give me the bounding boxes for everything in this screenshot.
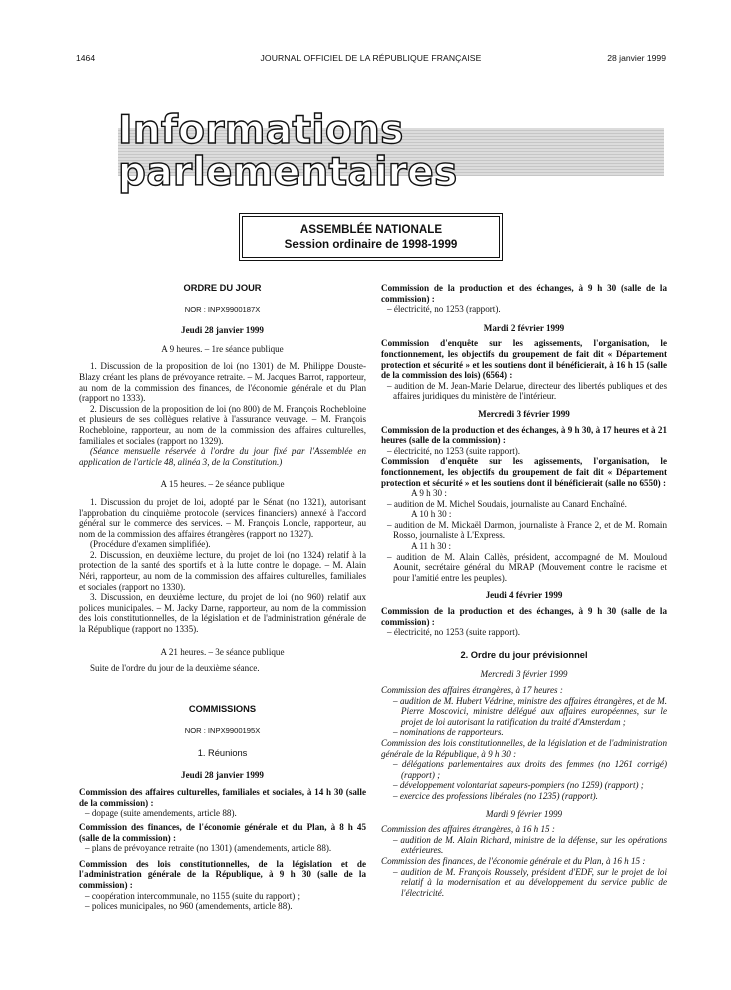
commission-entry: Commission de la production et des échanges, à 9 h 30 (salle de la commission) : [381, 283, 667, 304]
session-time: A 21 heures. – 3e séance publique [160, 646, 285, 657]
commission-item: – audition de M. François Roussely, président d'EDF, sur le projet de loi relatif à la modernisation et au développement du service public de l'électricité. [393, 866, 667, 898]
agenda-item: 1. Discussion du projet de loi, adopté par le Sénat (no 1321), autorisant l'approbation du cinquième protocole (services financiers) annexé à l'accord général sur le commerce des services. – M. François Loncle, rapporteur, au nom de la commission des affaires étrangères (rapport no 1327). [79, 496, 366, 539]
date-heading: Mardi 2 février 1999 [483, 322, 565, 333]
commission-item: – audition de M. Alain Callès, président, accompagné de M. Mouloud Aounit, secrétaire général du MRAP (Mouvement contre le racisme et pour l'amitié entre les peuples). [387, 551, 667, 583]
commission-item: – audition de M. Michel Soudais, journaliste au Canard Enchaîné. [387, 498, 627, 509]
commission-item: – électricité, no 1253 (rapport). [387, 304, 501, 315]
ordre-du-jour-heading: ORDRE DU JOUR [183, 283, 262, 293]
time-slot: A 11 h 30 : [411, 541, 452, 552]
running-head [76, 53, 666, 67]
agenda-note: (Procédure d'examen simplifiée). [90, 539, 211, 550]
commission-item: – développement volontariat sapeurs-pompiers (no 1259) (rapport) ; [393, 780, 644, 791]
commissions-heading: COMMISSIONS [188, 703, 257, 714]
date-heading: Jeudi 28 janvier 1999 [181, 769, 264, 780]
commission-entry: Commission d'enquête sur les agissements, l'organisation, le fonctionnement, les objectifs du groupement de fait dit « Département protection et sécurité » et les soutiens dont il bénéficierait (salle no 6550) : [381, 456, 667, 488]
commission-entry: Commission des lois constitutionnelles, de la législation et de l'administration générale de la République, à 9 h 30 (salle de la commission) : [79, 858, 366, 890]
commission-item: – exercice des professions libérales (no 1235) (rapport). [393, 790, 598, 801]
commission-item: – délégations parlementaires aux droits des femmes (no 1261 corrigé) (rapport) ; [393, 759, 667, 780]
commission-item: – audition de M. Alain Richard, ministre de la défense, sur les opérations extérieures. [393, 834, 667, 856]
commission-item: – nominations de rapporteurs. [393, 727, 504, 738]
session-label: Session ordinaire de 1998-1999 [284, 238, 458, 251]
commission-item: – électricité, no 1253 (suite rapport). [387, 627, 521, 638]
agenda-item: Suite de l'ordre du jour de la deuxième séance. [90, 663, 260, 674]
date-heading: Jeudi 28 janvier 1999 [181, 325, 264, 336]
commission-item: – audition de M. Hubert Védrine, ministre des affaires étrangères, et de M. Pierre Moscovici, ministre délégué aux affaires européennes, sur le projet de loi autorisant la ratification du traité d'Amsterdam ; [393, 695, 667, 727]
left-column [79, 283, 366, 912]
commission-entry: Commission des affaires étrangères, à 17 heures : [381, 685, 563, 695]
commission-item: – audition de M. Jean-Marie Delarue, directeur des libertés publiques et des affaires juridiques du ministère de l'intérieur. [387, 380, 667, 402]
agenda-note: (Séance mensuelle réservée à l'ordre du jour fixé par l'Assemblée en application de l'article 48, alinéa 3, de la Constitution.) [79, 446, 366, 467]
commission-item: – plans de prévoyance retraite (no 1301) (amendements, article 88). [85, 843, 332, 854]
commission-item: – coopération intercommunale, no 1155 (suite du rapport) ; [85, 890, 301, 901]
commission-item: – polices municipales, no 960 (amendements, article 88). [85, 901, 293, 912]
commission-entry: Commission d'enquête sur les agissements, l'organisation, le fonctionnement, les objectifs du groupement de fait dit « Département protection et sécurité » et les soutiens dont il bénéficierait, à 16 h 15 (salle de la commission des lois) (6564) : [381, 338, 667, 381]
date-heading: Mercredi 3 février 1999 [478, 408, 570, 419]
page-number: 1464 [76, 53, 96, 63]
session-time: A 15 heures. – 2e séance publique [160, 479, 285, 490]
journal-title: JOURNAL OFFICIEL DE LA RÉPUBLIQUE FRANÇAISE [260, 53, 482, 63]
commission-item: – électricité, no 1253 (suite rapport). [387, 445, 521, 456]
commission-entry: Commission de la production et des échanges, à 9 h 30, à 17 heures et à 21 heures (salle de la commission) : [381, 424, 667, 446]
time-slot: A 10 h 30 : [411, 509, 452, 520]
commission-item: – audition de M. Mickaël Darmon, journaliste à France 2, et de M. Romain Rosso, journaliste à L'Express. [387, 519, 667, 541]
banner-title: Informations parlementaires [118, 108, 458, 195]
date-heading: Mercredi 3 février 1999 [480, 669, 568, 680]
agenda-item: 3. Discussion, en deuxième lecture, du projet de loi (no 960) relatif aux polices municipales. – M. Jacky Darne, rapporteur, au nom de la commission des lois constitutionnelles, de la législation et de l'administration générale de la République (rapport no 1335). [79, 592, 366, 635]
time-slot: A 9 h 30 : [411, 488, 447, 499]
reunions-heading: 1. Réunions [197, 748, 248, 758]
nor-reference: NOR : INPX9900187X [184, 304, 261, 314]
assembly-box [242, 216, 500, 258]
right-column [381, 283, 667, 898]
commission-entry: Commission de la production et des échanges, à 9 h 30 (salle de la commission) : [381, 606, 667, 627]
section-banner [118, 108, 664, 195]
issue-date: 28 janvier 1999 [607, 53, 666, 63]
ordre-previsionnel-heading: 2. Ordre du jour prévisionnel [460, 649, 588, 660]
agenda-item: 2. Discussion de la proposition de loi (no 800) de M. François Rochebloine et plusieurs de ses collègues relative à l'assurance veuvage. – M. François Rochebloine, rapporteur, au nom de la commission des affaires culturelles, familiales et sociales (rapport no 1329). [79, 403, 366, 446]
assembly-name: ASSEMBLÉE NATIONALE [299, 223, 443, 236]
commission-entry: Commission des affaires étrangères, à 16 h 15 : [381, 824, 555, 835]
nor-reference: NOR : INPX9900195X [184, 726, 261, 736]
agenda-item: 1. Discussion de la proposition de loi (no 1301) de M. Philippe Douste-Blazy créant les plans de prévoyance retraite. – M. Jacques Barrot, rapporteur, au nom de la commission des finances, de l'économie générale et du Plan (rapport no 1333). [79, 361, 366, 404]
date-heading: Jeudi 4 février 1999 [485, 590, 563, 601]
commission-entry: Commission des finances, de l'économie générale et du Plan, à 8 h 45 (salle de la commission) : [79, 821, 366, 843]
agenda-item: 2. Discussion, en deuxième lecture, du projet de loi (no 1324) relatif à la protection de la santé des sportifs et à la lutte contre le dopage. – M. Alain Néri, rapporteur, au nom de la commission des affaires culturelles, familiales et sociales (rapport no 1330). [79, 549, 366, 592]
commission-entry: Commission des finances, de l'économie générale et du Plan, à 16 h 15 : [381, 855, 646, 866]
commission-entry: Commission des lois constitutionnelles, de la législation et de l'administration générale de la République, à 9 h 30 : [381, 737, 667, 759]
date-heading: Mardi 9 février 1999 [485, 808, 563, 819]
commission-entry: Commission des affaires culturelles, familiales et sociales, à 14 h 30 (salle de la commission) : [79, 787, 366, 808]
session-time: A 9 heures. – 1re séance publique [161, 343, 284, 354]
commission-item: – dopage (suite amendements, article 88). [85, 808, 237, 819]
